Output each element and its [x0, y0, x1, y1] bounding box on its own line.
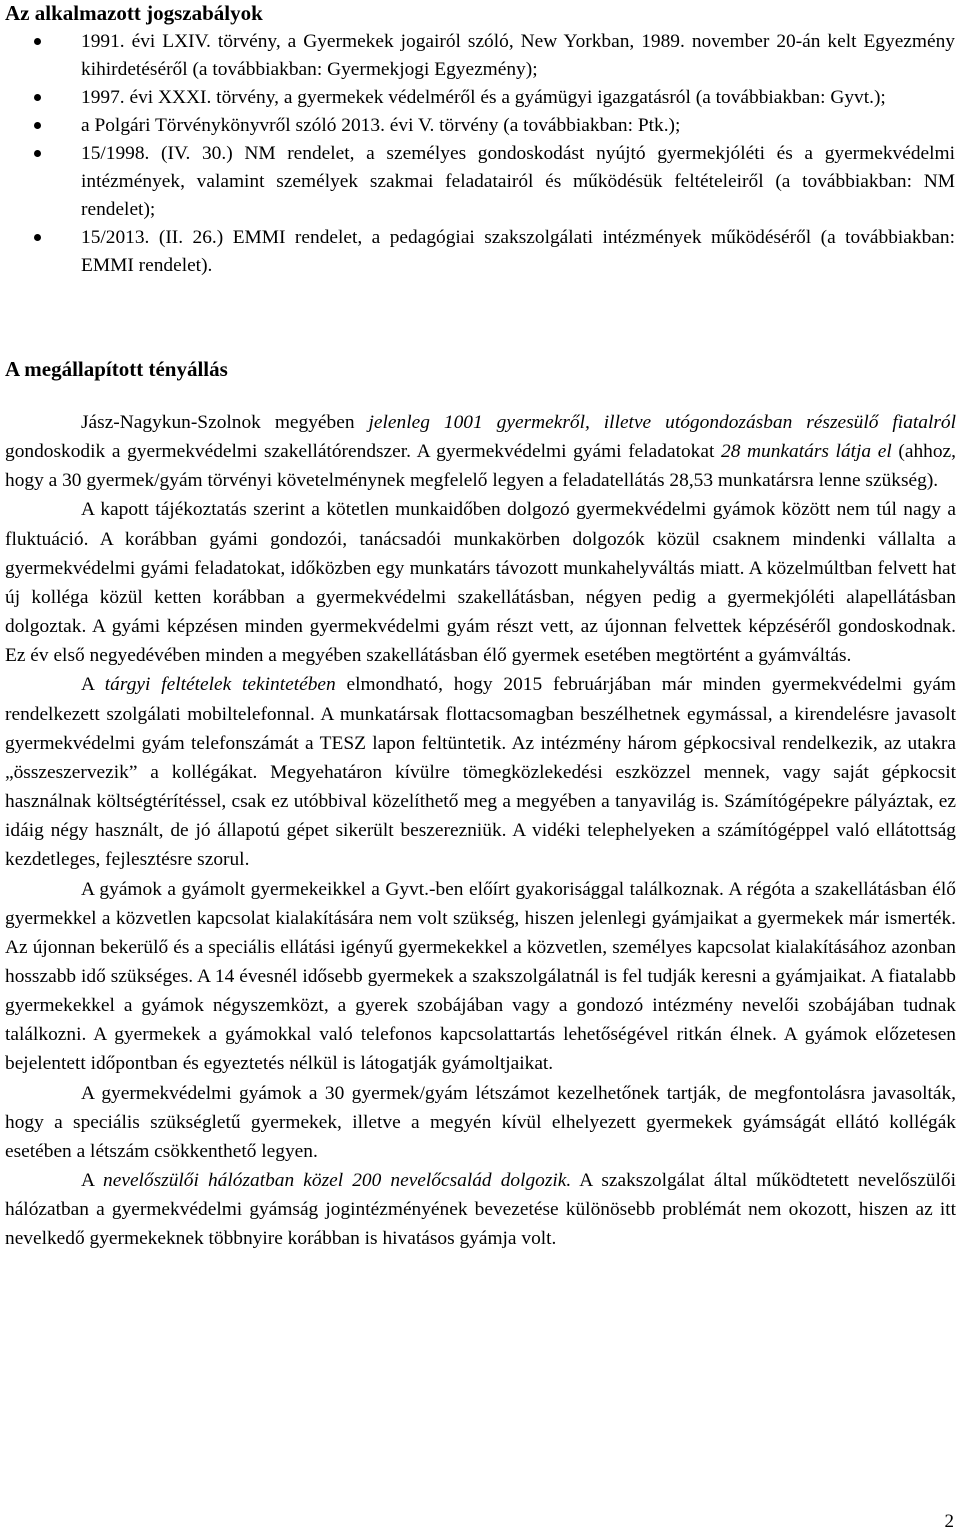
paragraph-5: A gyermekvédelmi gyámok a 30 gyermek/gyám létszámot kezelhetőnek tartják, de megfontolásra javasolták, hogy a speciális szükségletű gyermekek, illetve a megyén kívül elhelyezett gyermekek gyámságát ellátó kollégák esetében a létszám csökkenthető legyen.: [5, 1082, 956, 1162]
facts-body: [5, 408, 956, 1254]
text-run: A: [81, 674, 105, 696]
page-number: 2: [944, 1511, 954, 1532]
paragraph-6: [5, 1166, 956, 1253]
list-item: 1991. évi LXIV. törvény, a Gyermekek jogairól szóló, New Yorkban, 1989. november 20-án kelt Egyezmény kihirdetéséről (a továbbiakban: Gyermekjogi Egyezmény);: [5, 28, 955, 84]
paragraph-4: A gyámok a gyámolt gyermekeikkel a Gyvt.-ben előírt gyakorisággal találkoznak. A régóta a szakellátásban élő gyermekkel a közvetlen kapcsolat kialakítására nem volt szükség, hiszen jelenlegi gyámjaikat a gyermekek már ismerték. Az újonnan bekerülő és a speciális ellátási igényű gyermekekkel a közvetlen, személyes kapcsolat kialakításához azonban hosszabb idő szükséges. A 14 évesnél idősebb gyermekek a szakszolgálatnál is fel tudják keresni a gyámjaikat. A fiatalabb gyermekekkel a gyámok négyszemközt, a gyerek szobájában vagy a gondozó intézmény nevelői szobájában tudnak találkozni. A gyermekek a gyámokkal való telefonos kapcsolattartás lehetőségével ritkán élnek. A gyámok előzetesen bejelentett időpontban és egyeztetés nélkül is látogatják gyámoltjaikat.: [5, 878, 956, 1075]
list-item: 1997. évi XXXI. törvény, a gyermekek védelméről és a gyámügyi igazgatásról (a továbbiakban: Gyvt.);: [5, 84, 955, 112]
list-item: 15/1998. (IV. 30.) NM rendelet, a személyes gondoskodást nyújtó gyermekjóléti és a gyermekvédelmi intézmények, valamint személyek szakmai feladatairól és működésük feltételeiről (a továbbiakban: NM rendelet);: [5, 140, 955, 224]
text-run: A: [81, 1170, 104, 1192]
text-run: Jász-Nagykun-Szolnok megyében: [81, 412, 369, 433]
text-run: (ahhoz, hogy a 30 gyermek/gyám törvényi követelménynek megfelelő legyen a feladatellátás 28,53 munkatársra lenne szükség).: [5, 441, 956, 492]
text-run: gondoskodik a gyermekvédelmi szakellátórendszer. A gyermekvédelmi gyámi feladatokat: [5, 441, 721, 463]
established-facts-heading: A megállapított tényállás: [5, 357, 228, 381]
emphasis-text: tárgyi feltételek tekintetében: [104, 674, 336, 696]
text-run: elmondható, hogy 2015 februárjában már minden gyermekvédelmi gyám rendelkezett szolgálati mobiltelefonnal. A munkatársak flottacsomagban beszélhetnek egymással, a kirendelésre javasolt gyermekvédelmi gyám telefonszámát a TESZ lapon feltüntetik. Az intézmény három gépkocsival rendelkezik, az utakra „összeszervezik” a kollégákat. Megyehatáron kívülre tömegközlekedési eszközzel mennek, vagy saját gépkocsit használnak költségtérítéssel, csak ez utóbbival közelíthető meg a megyében a tanyavilág is. Számítógépekre pályáztak, ez idáig négy használt, de jó állapotú gépet sikerült beszerezniük. A vidéki telephelyeken a számítógéppel való ellátottság kezdetleges, fejlesztésre szorul.: [5, 674, 957, 871]
paragraph-1: [5, 408, 956, 495]
text-run: A szakszolgálat által működtetett nevelőszülői hálózatban a gyermekvédelmi gyámság jogintézményének bevezetése különösebb problémát nem okozott, hiszen az itt nevelkedő gyermekeknek többnyire korábban is hivatásos gyámja volt.: [5, 1170, 956, 1250]
emphasis-text: jelenleg 1001 gyermekről, illetve utógondozásban részesülő fiatalról: [368, 412, 956, 433]
applied-laws-heading: Az alkalmazott jogszabályok: [5, 1, 263, 25]
list-item: a Polgári Törvénykönyvről szóló 2013. évi V. törvény (a továbbiakban: Ptk.);: [5, 112, 955, 140]
list-item: 15/2013. (II. 26.) EMMI rendelet, a pedagógiai szakszolgálati intézmények működéséről (a továbbiakban: EMMI rendelet).: [5, 224, 955, 280]
emphasis-text: 28 munkatárs látja el: [721, 441, 892, 463]
emphasis-text: nevelőszülői hálózatban közel 200 nevelőcsalád dolgozik.: [103, 1170, 572, 1192]
paragraph-2: A kapott tájékoztatás szerint a kötetlen munkaidőben dolgozó gyermekvédelmi gyámok között nem túl nagy a fluktuáció. A korábban gyámi gondozói, tanácsadói munkakörben dolgozók közül csaknem mindenki vállalta a gyermekvédelmi gyámi feladatokat, időközben egy munkatárs távozott munkahelyváltás miatt. A közelmúltban felvett hat új kolléga közül ketten korábban a gyermekvédelmi szakellátásban, négyen pedig a gyermekjóléti alapellátásban dolgoztak. A gyámi képzésen minden gyermekvédelmi gyám részt vett, az újonnan felvettek képzéséről gondoskodnak. Ez év első negyedévében minden a megyében szakellátásban élő gyermek esetében megtörtént a gyámváltás.: [5, 499, 956, 667]
laws-list: [5, 28, 955, 280]
paragraph-3: [5, 670, 956, 874]
